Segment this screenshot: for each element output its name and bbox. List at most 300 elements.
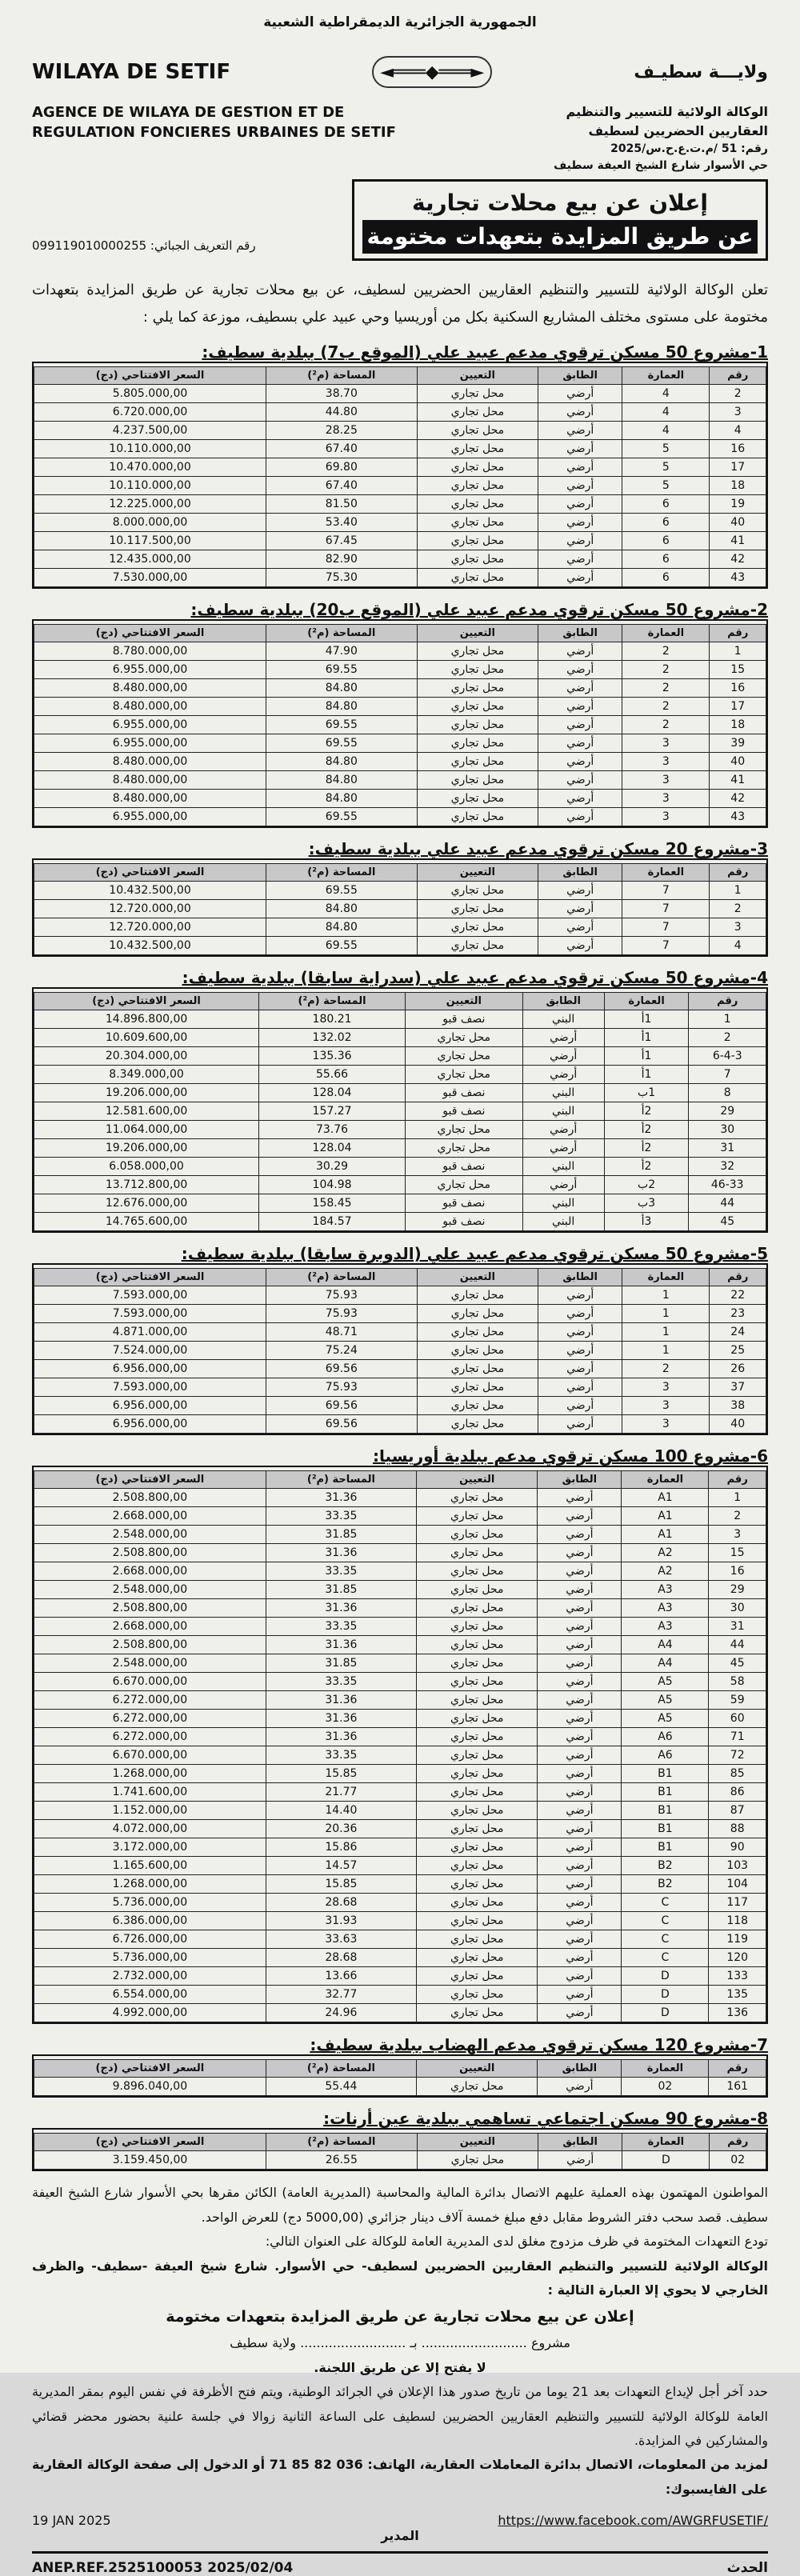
table-cell: محل تجاري [417, 734, 538, 753]
table-cell: 7 [622, 937, 710, 955]
table-cell: أرضي [538, 1894, 622, 1912]
table-cell: 90 [709, 1838, 766, 1857]
table-cell: أرضي [538, 1930, 622, 1949]
table-cell: 1 [622, 1305, 710, 1323]
table-cell: 2 [622, 661, 710, 679]
table-cell: محل تجاري [417, 1986, 538, 2004]
table-row [34, 2078, 766, 2096]
table-row [34, 1158, 766, 1176]
projects-section [32, 342, 768, 2171]
table-cell: 67.40 [266, 440, 418, 458]
column-header: المساحة (م²) [266, 2060, 416, 2078]
table-cell: D [622, 1986, 709, 2004]
table-cell: أرضي [538, 2078, 622, 2096]
table-cell: 1.268.000,00 [34, 1765, 266, 1783]
table-cell: أرضي [538, 477, 622, 495]
table-cell: 6.272.000,00 [34, 1691, 266, 1710]
table-cell: 158.45 [259, 1194, 406, 1213]
table-cell: أرضي [538, 918, 622, 937]
table-cell: 31.36 [266, 1710, 416, 1728]
table-cell: 2 [622, 698, 710, 716]
table-cell: 3 [622, 1397, 710, 1415]
table-cell: محل تجاري [417, 422, 538, 440]
table-cell: أرضي [538, 1949, 622, 1967]
table-row [34, 2004, 766, 2022]
table-cell: 4 [622, 403, 710, 422]
table-cell: أرضي [538, 790, 622, 808]
table-cell: 14.57 [266, 1857, 416, 1875]
column-header: الطابق [522, 993, 604, 1010]
envelope-text-2: مشروع .......................... بـ .......................... ولاية سطيف [230, 2335, 570, 2351]
table-cell: 118 [709, 1912, 766, 1930]
table-cell: محل تجاري [417, 753, 538, 771]
table-cell: محل تجاري [417, 1783, 538, 1802]
table-cell: 5.805.000,00 [34, 385, 266, 403]
table-cell: 117 [709, 1894, 766, 1912]
table-cell: 8.480.000,00 [34, 753, 266, 771]
table-cell: محل تجاري [417, 458, 538, 477]
table-row [34, 1544, 766, 1562]
table-cell: أرضي [522, 1029, 604, 1047]
table-cell: B1 [622, 1802, 709, 1820]
table-cell: محل تجاري [405, 1121, 522, 1139]
table-cell: محل تجاري [417, 569, 538, 587]
table-cell: محل تجاري [417, 900, 538, 918]
table-cell: محل تجاري [417, 1728, 538, 1746]
table-cell: 3 [622, 808, 710, 826]
table-cell: 7 [689, 1066, 766, 1084]
table-cell: 60 [709, 1710, 766, 1728]
table-cell: 32.77 [266, 1986, 416, 2004]
table-cell: 31.85 [266, 1581, 416, 1599]
table-cell: 33.35 [266, 1618, 416, 1636]
table-cell: 82.90 [266, 550, 418, 569]
table-cell: 55.44 [266, 2078, 416, 2096]
table-cell: C [622, 1930, 709, 1949]
table-cell: 69.56 [266, 1360, 418, 1378]
table-cell: 8.480.000,00 [34, 790, 266, 808]
table-cell: أرضي [538, 1986, 622, 2004]
column-header: الطابق [538, 625, 622, 642]
table-cell: 33.35 [266, 1507, 416, 1526]
table-cell: 6 [622, 495, 710, 514]
column-header: السعر الافتتاحي (دج) [34, 367, 266, 385]
table-cell: 75.93 [266, 1378, 418, 1397]
table-row [34, 1581, 766, 1599]
table-cell: 12.676.000,00 [34, 1194, 259, 1213]
table-cell: 3 [622, 790, 710, 808]
table-cell: أرضي [538, 1323, 622, 1342]
announcement-subtitle: عن طريق المزايدة بتعهدات مختومة [362, 220, 758, 254]
table-cell: أرضي [538, 1765, 622, 1783]
table-cell: محل تجاري [417, 1507, 538, 1526]
table-cell: 7 [622, 900, 710, 918]
table-cell: أرضي [522, 1139, 604, 1158]
table-cell: البني [522, 1102, 604, 1121]
table-cell: 3 [622, 753, 710, 771]
table-cell: 24.96 [266, 2004, 416, 2022]
table-cell: أرضي [538, 1654, 622, 1673]
table-cell: B2 [622, 1857, 709, 1875]
table-cell: محل تجاري [417, 1415, 538, 1434]
table-cell: محل تجاري [417, 1526, 538, 1544]
table-cell: 157.27 [259, 1102, 406, 1121]
table-row [34, 1507, 766, 1526]
table-cell: أرضي [538, 1305, 622, 1323]
table-cell: 14.40 [266, 1802, 416, 1820]
footer-paragraph-2: تودع التعهدات المختومة في ظرف مزدوج مغلق لدى المديرية العامة للوكالة على العنوان التالي: [265, 2234, 768, 2250]
table-cell: 135 [709, 1986, 766, 2004]
column-header: التعيين [417, 1269, 538, 1286]
table-row [34, 477, 766, 495]
project-table [34, 1268, 766, 1434]
project-title: 7-مشروع 120 مسكن ترقوي مدعم الهضاب ببلدية سطيف: [310, 2035, 768, 2055]
table-cell: 30 [689, 1121, 766, 1139]
table-cell: 4 [622, 385, 710, 403]
table-cell: 1.268.000,00 [34, 1875, 266, 1894]
table-cell: 12.225.000,00 [34, 495, 266, 514]
envelope-text-1: إعلان عن بيع محلات تجارية عن طريق المزايدة بتعهدات مختومة [166, 2308, 634, 2326]
table-row [34, 808, 766, 826]
table-row [34, 1875, 766, 1894]
table-cell: 15 [709, 1544, 766, 1562]
column-header: العمارة [622, 367, 710, 385]
table-cell: 14.765.600,00 [34, 1213, 259, 1231]
table-row [34, 385, 766, 403]
table-cell: أرضي [538, 661, 622, 679]
agency-fr-line1: AGENCE DE WILAYA DE GESTION ET DE [32, 104, 345, 121]
table-cell: 02 [622, 2078, 709, 2096]
table-row [34, 1802, 766, 1820]
agency-name-fr [32, 102, 408, 174]
table-cell: 17 [710, 698, 766, 716]
table-cell: أرضي [538, 734, 622, 753]
table-cell: 128.04 [259, 1139, 406, 1158]
table-row [34, 1894, 766, 1912]
table-cell: 33.35 [266, 1673, 416, 1691]
table-cell: أرضي [538, 1378, 622, 1397]
table-cell: 13.66 [266, 1967, 416, 1986]
table-cell: 104 [709, 1875, 766, 1894]
column-header: المساحة (م²) [266, 2134, 418, 2151]
table-cell: 10.432.500,00 [34, 882, 266, 900]
table-cell: نصف قبو [405, 1102, 522, 1121]
table-cell: أرضي [538, 1783, 622, 1802]
table-row [34, 918, 766, 937]
agency-logo-icon: ◄═══◆═══► [372, 56, 492, 88]
table-cell: 69.55 [266, 808, 418, 826]
table-cell: 135.36 [259, 1047, 406, 1066]
table-row [34, 1783, 766, 1802]
table-cell: 6.956.000,00 [34, 1415, 266, 1434]
table-cell: 47.90 [266, 642, 418, 661]
table-cell: 75.93 [266, 1286, 418, 1305]
announcement-title: إعلان عن بيع محلات تجارية [411, 190, 708, 216]
table-cell: 6.272.000,00 [34, 1728, 266, 1746]
table-cell: 55.66 [259, 1066, 406, 1084]
table-cell: أرضي [538, 1342, 622, 1360]
table-cell: محل تجاري [417, 1820, 538, 1838]
column-header: السعر الافتتاحي (دج) [34, 1471, 266, 1489]
column-header: التعيين [417, 625, 538, 642]
table-cell: 4.992.000,00 [34, 2004, 266, 2022]
table-cell: البني [522, 1084, 604, 1102]
table-cell: B1 [622, 1783, 709, 1802]
table-cell: محل تجاري [417, 403, 538, 422]
table-cell: A2 [622, 1562, 709, 1581]
table-cell: 1أ [604, 1066, 689, 1084]
table-cell: C [622, 1949, 709, 1967]
table-cell: 10.609.600,00 [34, 1029, 259, 1047]
table-cell: 1.165.600,00 [34, 1857, 266, 1875]
table-cell: محل تجاري [417, 514, 538, 532]
table-cell: محل تجاري [417, 495, 538, 514]
table-row [34, 1047, 766, 1066]
table-cell: 69.80 [266, 458, 418, 477]
table-cell: محل تجاري [417, 1949, 538, 1967]
column-header: السعر الافتتاحي (دج) [34, 864, 266, 882]
table-row [34, 1691, 766, 1710]
table-row [34, 532, 766, 550]
table-cell: 86 [709, 1783, 766, 1802]
table-cell: 16 [710, 440, 766, 458]
table-cell: 45 [689, 1213, 766, 1231]
table-cell: 8 [689, 1084, 766, 1102]
table-cell: 69.55 [266, 882, 418, 900]
agency-ar-line2: العقاريين الحضريين لسطيف [588, 123, 768, 138]
table-cell: محل تجاري [417, 2004, 538, 2022]
table-cell: 3 [622, 734, 710, 753]
column-header: العمارة [622, 625, 710, 642]
footer-paragraph-1: المواطنون المهتمون بهذه العملية عليهم الاتصال بدائرة المالية والمحاسبة (المديرية العامة) الكائن مقرها بحي الأسوار شارع الشيخ العيفة سطيف. قصد سحب دفتر الشروط مقابل دفع مبلغ خمسة آلاف دينار جزائري (5000,00 دج) للعرض الواحد. [32, 2185, 768, 2225]
table-cell: 161 [709, 2078, 766, 2096]
date-stamp: 19 JAN 2025 [32, 2513, 111, 2529]
table-cell: 16 [710, 679, 766, 698]
table-cell: 14.896.800,00 [34, 1010, 259, 1029]
table-cell: 3ب [604, 1194, 689, 1213]
table-cell: أرضي [538, 1636, 622, 1654]
table-cell: أرضي [538, 1544, 622, 1562]
table-cell: محل تجاري [417, 1802, 538, 1820]
table-cell: 5.736.000,00 [34, 1949, 266, 1967]
table-cell: نصف قبو [405, 1213, 522, 1231]
table-cell: 2.732.000,00 [34, 1967, 266, 1986]
table-row [34, 1618, 766, 1636]
table-cell: 6.554.000,00 [34, 1986, 266, 2004]
table-cell: 180.21 [259, 1010, 406, 1029]
table-cell: 6.670.000,00 [34, 1746, 266, 1765]
anep-ref: ANEP.REF.2525100053 2025/02/04 [32, 2560, 294, 2576]
table-row [34, 716, 766, 734]
table-cell: محل تجاري [417, 918, 538, 937]
table-cell: أرضي [522, 1066, 604, 1084]
column-header: الطابق [538, 2060, 622, 2078]
table-cell: أرضي [538, 1912, 622, 1930]
table-cell: محل تجاري [417, 2078, 538, 2096]
table-cell: أرضي [538, 1838, 622, 1857]
table-cell: 12.581.600,00 [34, 1102, 259, 1121]
table-cell: أرضي [538, 495, 622, 514]
table-cell: 22 [710, 1286, 766, 1305]
table-cell: 42 [710, 790, 766, 808]
table-row [34, 1360, 766, 1378]
table-cell: 8.480.000,00 [34, 771, 266, 790]
table-cell: 26 [710, 1360, 766, 1378]
table-cell: محل تجاري [417, 679, 538, 698]
column-header: الطابق [538, 2134, 622, 2151]
table-cell: 7 [622, 882, 710, 900]
table-row [34, 882, 766, 900]
table-cell: 48.71 [266, 1323, 418, 1342]
table-cell: أرضي [522, 1047, 604, 1066]
table-cell: 31.85 [266, 1654, 416, 1673]
table-row [34, 403, 766, 422]
table-cell: 2 [622, 1360, 710, 1378]
table-cell: أرضي [538, 1489, 622, 1507]
table-row [34, 734, 766, 753]
table-cell: A6 [622, 1728, 709, 1746]
table-cell: 69.56 [266, 1397, 418, 1415]
table-cell: محل تجاري [417, 2151, 538, 2170]
table-cell: 3 [622, 771, 710, 790]
table-cell: 7.593.000,00 [34, 1286, 266, 1305]
column-header: العمارة [622, 1471, 709, 1489]
table-cell: محل تجاري [417, 1581, 538, 1599]
table-cell: 1أ [604, 1010, 689, 1029]
table-cell: محل تجاري [417, 440, 538, 458]
table-cell: 6.272.000,00 [34, 1710, 266, 1728]
table-cell: محل تجاري [417, 1599, 538, 1618]
table-row [34, 753, 766, 771]
table-cell: 84.80 [266, 753, 418, 771]
table-cell: 1 [710, 642, 766, 661]
table-row [34, 1930, 766, 1949]
table-cell: أرضي [538, 440, 622, 458]
table-cell: أرضي [538, 716, 622, 734]
table-row [34, 569, 766, 587]
table-row [34, 1176, 766, 1194]
table-cell: 13.712.800,00 [34, 1176, 259, 1194]
column-header: رقم [710, 864, 766, 882]
table-cell: 12.720.000,00 [34, 900, 266, 918]
table-cell: 67.45 [266, 532, 418, 550]
footer-paragraph-5: لمزيد من المعلومات، الاتصال بدائرة المعاملات العقارية، الهاتف: 036 82 85 71 أو الدخول إلى صفحة الوكالة العقارية على الفايسبوك: [32, 2457, 769, 2497]
column-header: المساحة (م²) [266, 367, 418, 385]
table-cell: A3 [622, 1618, 709, 1636]
table-cell: 81.50 [266, 495, 418, 514]
table-cell: 6.955.000,00 [34, 716, 266, 734]
table-row [34, 1820, 766, 1838]
table-cell: 31.36 [266, 1544, 416, 1562]
table-cell: 120 [709, 1949, 766, 1967]
table-cell: 44 [709, 1636, 766, 1654]
table-row [34, 790, 766, 808]
table-cell: نصف قبو [405, 1010, 522, 1029]
table-cell: 6 [622, 514, 710, 532]
table-cell: A1 [622, 1507, 709, 1526]
table-cell: 33.35 [266, 1562, 416, 1581]
table-cell: B1 [622, 1838, 709, 1857]
wilaya-ar: ولايـــة سطيـف [634, 62, 768, 82]
table-cell: 2.508.800,00 [34, 1599, 266, 1618]
table-cell: محل تجاري [417, 1673, 538, 1691]
table-cell: 2.668.000,00 [34, 1618, 266, 1636]
table-cell: B2 [622, 1875, 709, 1894]
table-cell: أرضي [538, 1599, 622, 1618]
table-cell: 19 [710, 495, 766, 514]
table-cell: 6.720.000,00 [34, 403, 266, 422]
table-row [34, 1765, 766, 1783]
table-cell: 6.955.000,00 [34, 734, 266, 753]
table-cell: محل تجاري [405, 1029, 522, 1047]
table-cell: أرضي [538, 1507, 622, 1526]
table-cell: محل تجاري [417, 808, 538, 826]
table-cell: 4 [622, 422, 710, 440]
table-row [34, 1323, 766, 1342]
table-cell: 3 [710, 403, 766, 422]
table-cell: 2ب [604, 1176, 689, 1194]
table-cell: 21.77 [266, 1783, 416, 1802]
table-cell: A2 [622, 1544, 709, 1562]
table-cell: 33.35 [266, 1746, 416, 1765]
table-cell: 41 [710, 532, 766, 550]
table-cell: 40 [710, 1415, 766, 1434]
table-cell: B1 [622, 1765, 709, 1783]
table-cell: 2 [710, 900, 766, 918]
table-cell: 69.55 [266, 937, 418, 955]
table-cell: 2 [689, 1029, 766, 1047]
table-row [34, 1397, 766, 1415]
project-title: 4-مشروع 50 مسكن ترقوي مدعم عبيد علي (سدراية سابقا) ببلدية سطيف: [182, 968, 768, 988]
table-cell: A1 [622, 1526, 709, 1544]
table-cell: A5 [622, 1691, 709, 1710]
table-cell: أرضي [538, 771, 622, 790]
facebook-link[interactable]: https://www.facebook.com/AWGRFUSETIF/ [498, 2513, 768, 2529]
table-cell: محل تجاري [417, 1654, 538, 1673]
table-cell: 3 [710, 918, 766, 937]
table-row [34, 1102, 766, 1121]
table-cell: محل تجاري [417, 1378, 538, 1397]
table-cell: 3 [622, 1415, 710, 1434]
table-row [34, 1949, 766, 1967]
table-cell: 32 [689, 1158, 766, 1176]
table-cell: 6.386.000,00 [34, 1912, 266, 1930]
agency-ar-line1: الوكالة الولائية للتسيير والتنظيم [566, 104, 768, 119]
project-title: 2-مشروع 50 مسكن ترقوي مدعم عبيد علي (الموقع ب20) ببلدية سطيف: [190, 600, 768, 620]
table-cell: محل تجاري [417, 1691, 538, 1710]
table-cell: أرضي [522, 1121, 604, 1139]
table-cell: 46-33 [689, 1176, 766, 1194]
table-cell: 84.80 [266, 790, 418, 808]
tax-id: رقم التعريف الجبائي: 099119010000255 [32, 238, 256, 253]
table-cell: 53.40 [266, 514, 418, 532]
table-cell: 87 [709, 1802, 766, 1820]
table-cell: محل تجاري [417, 1912, 538, 1930]
table-cell: 1 [622, 1286, 710, 1305]
table-cell: أرضي [538, 900, 622, 918]
table-cell: نصف قبو [405, 1158, 522, 1176]
table-cell: أرضي [538, 1857, 622, 1875]
table-cell: C [622, 1894, 709, 1912]
table-cell: 25 [710, 1342, 766, 1360]
table-cell: محل تجاري [417, 1857, 538, 1875]
table-cell: أرضي [538, 550, 622, 569]
table-cell: محل تجاري [405, 1047, 522, 1066]
table-cell: 16 [709, 1562, 766, 1581]
table-cell: 3 [709, 1526, 766, 1544]
table-cell: 69.55 [266, 734, 418, 753]
table-cell: 12.435.000,00 [34, 550, 266, 569]
